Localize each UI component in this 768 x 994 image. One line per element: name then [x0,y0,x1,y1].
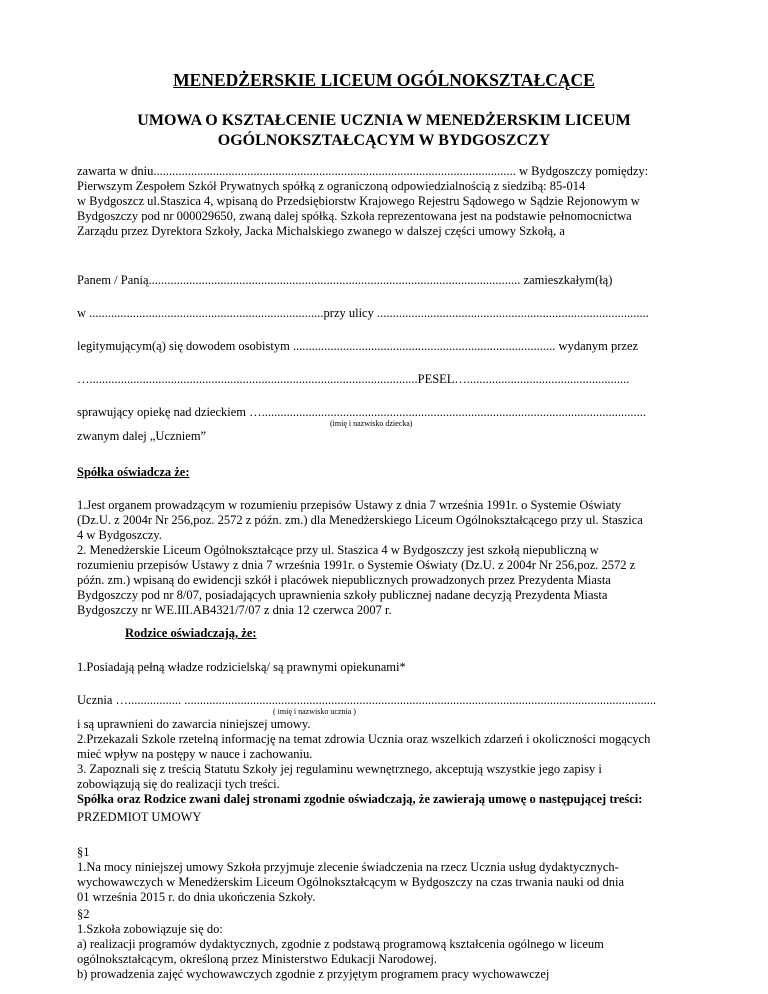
section-number: §1 [77,845,90,859]
address-field: w ...........................................................................przy ulicy ....................................................................................... [77,306,649,320]
text-line: 3. Zapoznali się z treścią Statutu Szkoły jej regulaminu wewnętrznego, akceptują wszystkie jego zapisy i [77,762,602,776]
text-line: 1.Jest organem prowadzącym w rozumieniu przepisów Ustawy z dnia 7 września 1991r. o Systemie Oświaty [77,498,622,512]
parties-statement: Spółka oraz Rodzice zwani dalej stronami zgodnie oświadczają, że zawierają umowę o następującej treści: [77,792,643,806]
section-2 [77,907,691,982]
text-line: b) prowadzenia zajęć wychowawczych zgodnie z przyjętym programem pracy wychowawczej [77,967,550,981]
parents-declaration-heading: Rodzice oświadczają, że: [125,626,257,640]
text-line: 01 września 2015 r. do dnia ukończenia Szkoły. [77,890,316,904]
company-declaration-heading: Spółka oświadcza że: [77,465,190,479]
company-declaration-1 [77,498,691,543]
intro-line: Bydgoszczy pod nr 000029650, zwaną dalej spółką. Szkoła reprezentowana jest na podstawie pełnomocnictwa [77,209,632,223]
text-line: wychowawczych w Menedżerskim Liceum Ogólnokształcącym w Bydgoszczy na czas trwania nauki od dnia [77,875,625,889]
text-line: (Dz.U. z 2004r Nr 256,poz. 2572 z późn. zm.) dla Menedżerskiego Liceum Ogólnokształcącego przy ul. Staszica [77,513,643,527]
company-declaration-2 [77,543,691,618]
text-line: i są uprawnieni do zawarcia niniejszej umowy. [77,717,311,731]
section-number: §2 [77,907,90,921]
contract-title [77,111,691,151]
pesel-field: ….........................................................................................................PESEL….................................................... [77,372,630,386]
contract-title-line-1: UMOWA O KSZTAŁCENIE UCZNIA W MENEDŻERSKIM LICEUM [137,112,631,129]
parents-declaration-rest [77,717,691,807]
text-line: Bydgoszczy nr WE.III.AB4321/7/07 z dnia 12 czerwca 2007 r. [77,603,392,617]
text-line: 1.Szkoła zobowiązuje się do: [77,922,223,936]
text-line: 1.Na mocy niniejszej umowy Szkoła przyjmuje zlecenie świadczenia na rzecz Ucznia usług dydaktycznych- [77,860,619,874]
text-line: 4 w Bydgoszczy. [77,528,162,542]
text-line: a) realizacji programów dydaktycznych, zgodnie z podstawą programową kształcenia ogólnego w liceum [77,937,604,951]
student-name-hint: ( imię i nazwisko ucznia ) [273,707,356,716]
intro-line: Pierwszym Zespołem Szkół Prywatnych spółką z ograniczoną odpowiedzialnością z siedzibą: 85-014 [77,179,586,193]
intro-line: w Bydgoszcz ul.Staszica 4, wpisaną do Przedsiębiorstw Krajowego Rejestru Sądowego w Sądzie Rejonowym w [77,194,640,208]
text-line: zobowiązują się do realizacji tych treści. [77,777,280,791]
student-definition: zwanym dalej „Uczniem” [77,429,207,443]
section-1 [77,845,691,905]
text-line: późn. zm.) wpisaną do ewidencji szkół i placówek niepublicznych prowadzonych przez Prezydenta Miasta [77,573,611,587]
parent-name-field: Panem / Panią....................................................................................................................... zamieszkałym(łą) [77,273,613,287]
text-line: Bydgoszczy pod nr 8/07, posiadających uprawnienia szkoły publicznej nadane decyzją Prezydenta Miasta [77,588,608,602]
school-title: MENEDŻERSKIE LICEUM OGÓLNOKSZTAŁCĄCE [173,70,595,90]
child-name-hint: (imię i nazwisko dziecka) [330,419,413,428]
text-line: rozumieniu przepisów Ustawy z dnia 7 września 1991r. o Systemie Oświaty (Dz.U. z 2004r Nr 256,poz. 2572 z [77,558,636,572]
date-line: zawarta w dniu.................................................................................................................... w Bydgoszczy pomiędzy: [77,164,649,178]
intro-paragraph [77,164,691,239]
id-document-field: legitymującym(ą) się dowodem osobistym .................................................................................... wydanym przez [77,339,639,353]
parents-declaration-1: 1.Posiadają pełną władze rodzicielską/ są prawnymi opiekunami* [77,660,406,674]
guardian-field: sprawujący opiekę nad dzieckiem …........................................................................................................................... [77,405,647,419]
text-line: 2. Menedżerskie Liceum Ogólnokształcące przy ul. Staszica 4 w Bydgoszczy jest szkołą niepubliczną w [77,543,599,557]
student-name-field: Ucznia …................. ....................................................................................................................................................... [77,693,657,707]
contract-title-line-2: OGÓLNOKSZTAŁCĄCYM W BYDGOSZCZY [217,132,551,149]
subject-heading: PRZEDMIOT UMOWY [77,810,202,824]
text-line: ogólnokształcącym, określoną przez Ministerstwo Edukacji Narodowej. [77,952,437,966]
text-line: 2.Przekazali Szkole rzetelną informację na temat zdrowia Ucznia oraz wszelkich zdarzeń i okoliczności mogących [77,732,651,746]
text-line: mieć wpływ na postępy w nauce i zachowaniu. [77,747,313,761]
intro-line: Zarządu przez Dyrektora Szkoły, Jacka Michalskiego zwanego w dalszej części umowy Szkołą, a [77,224,565,238]
